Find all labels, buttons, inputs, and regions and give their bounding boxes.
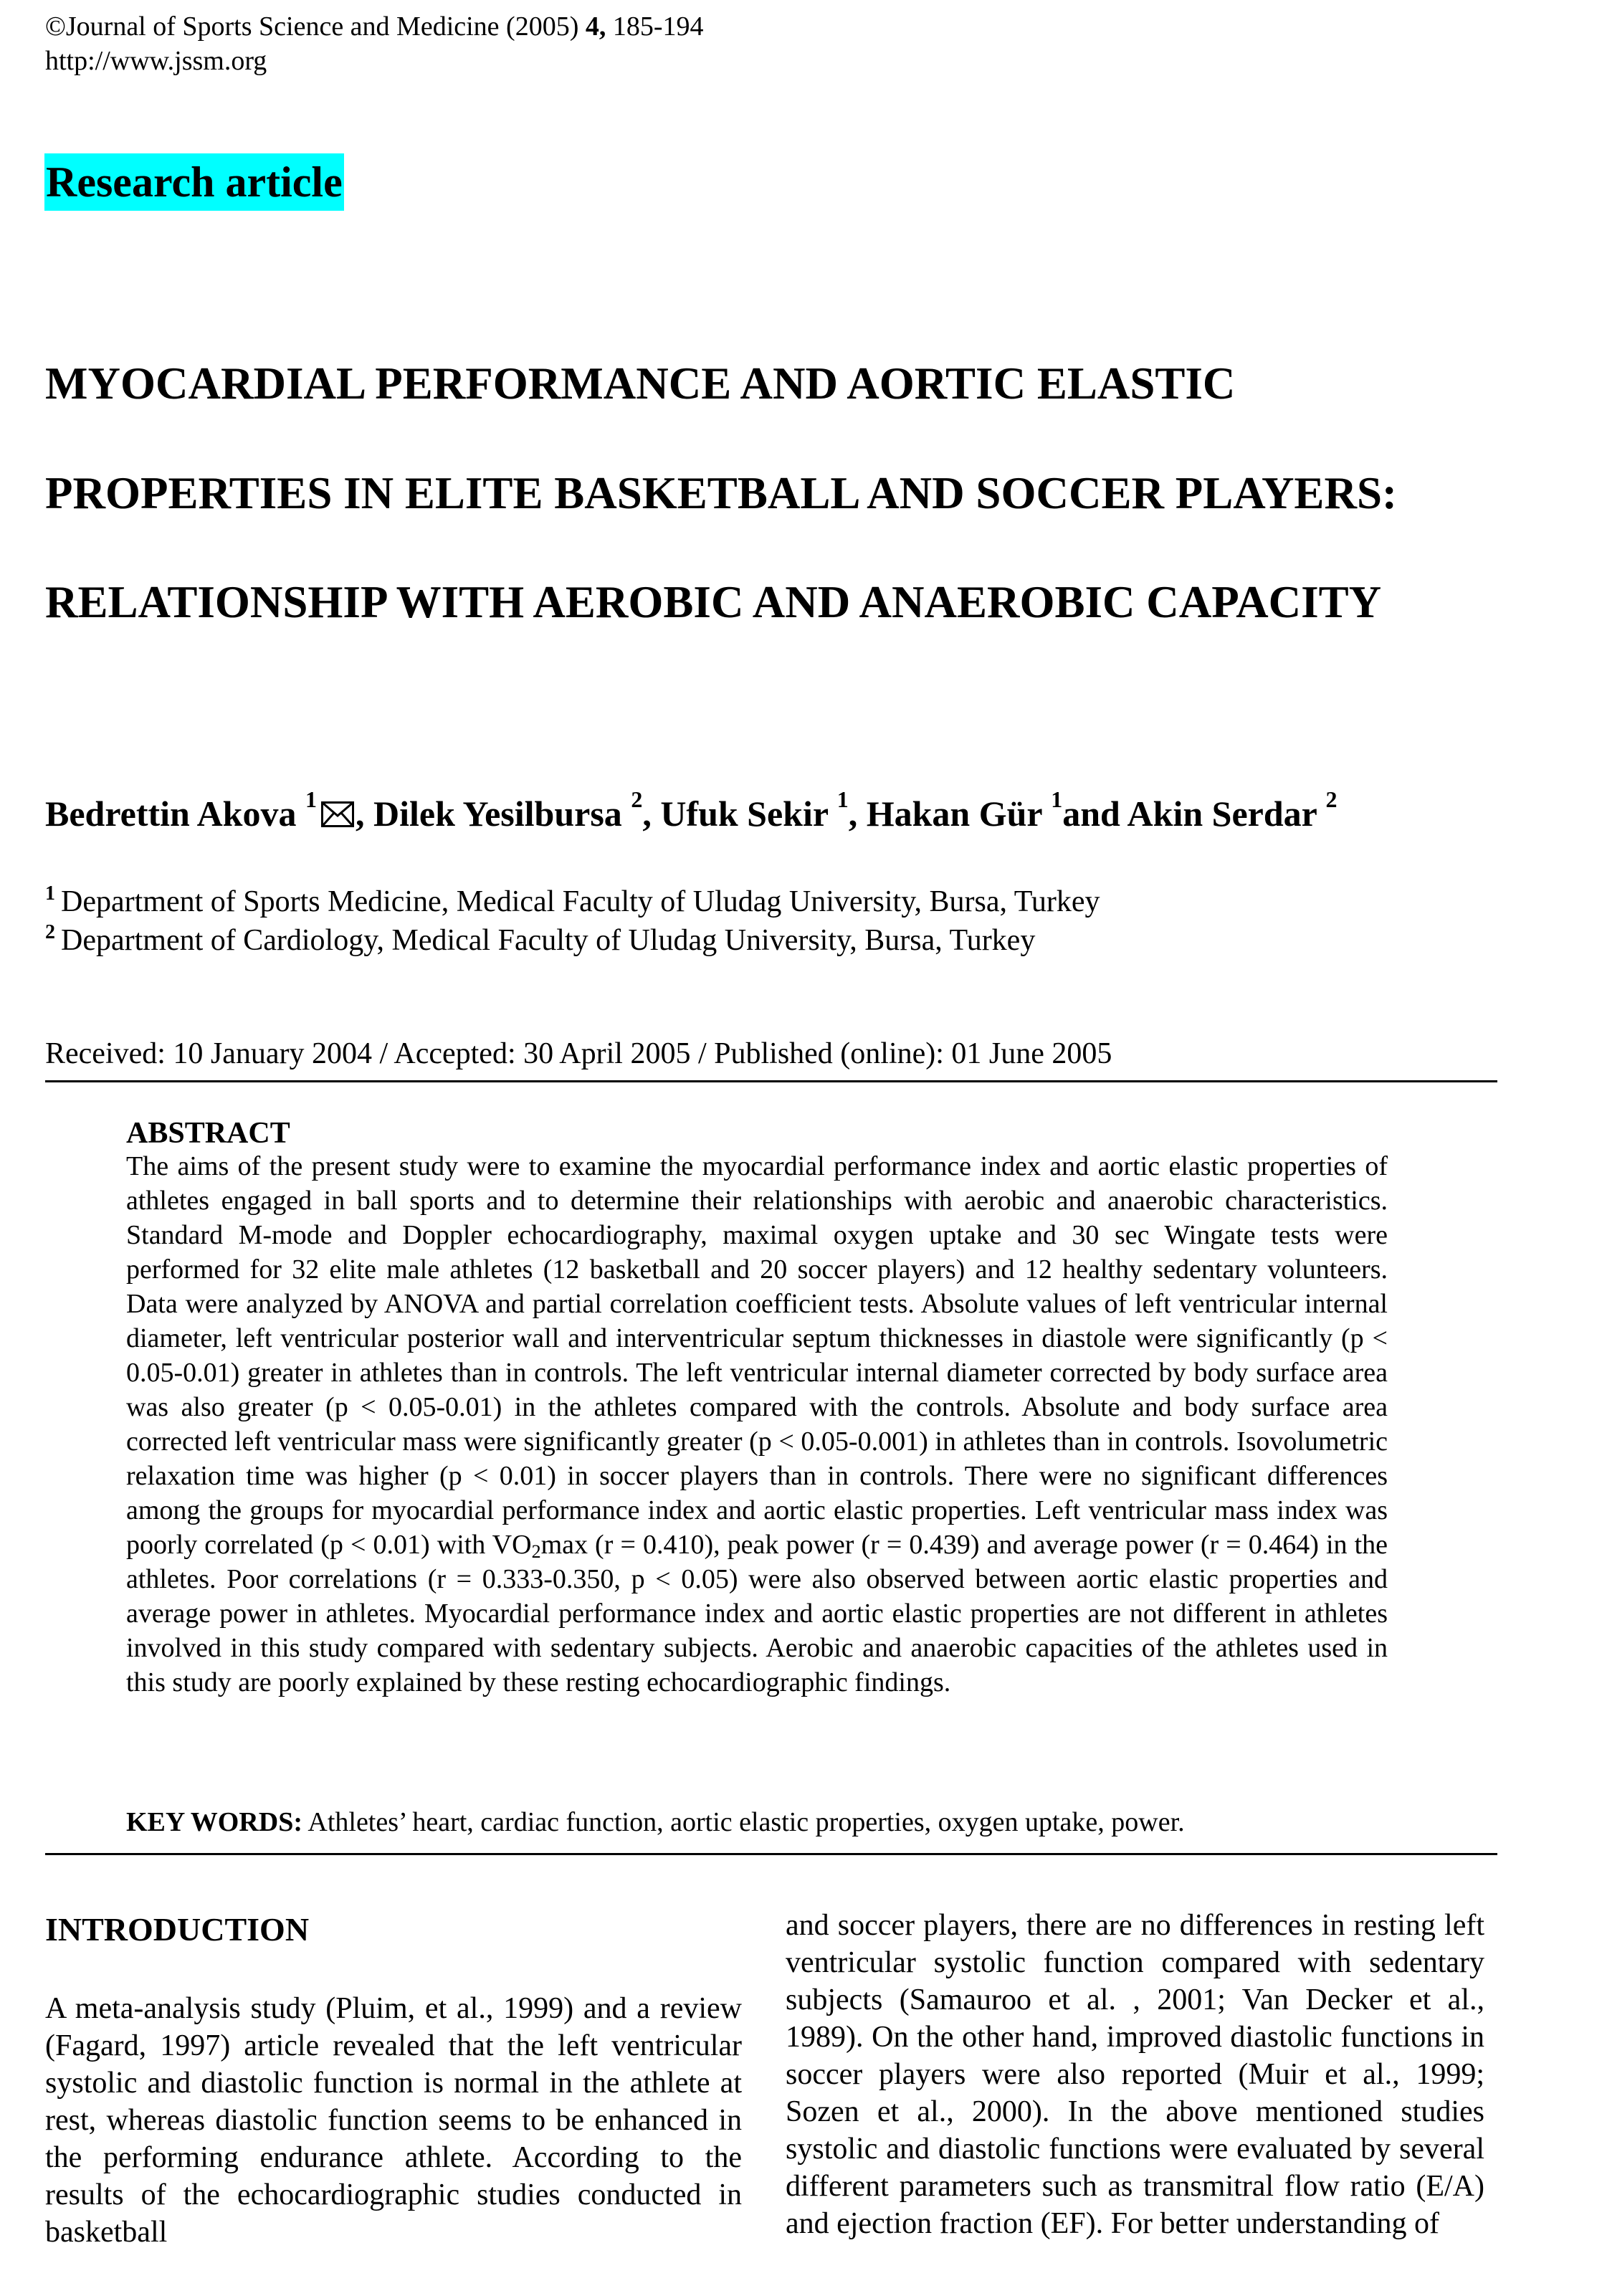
abstract-text-part-2: max (r = 0.410), peak power (r = 0.439) and average power (r = 0.464) in the athletes. Poor correlations (r = 0.333-0.350, p < 0.05) were also observed between aortic elastic properties and average power in athletes. Myocardial performance index and aortic elastic properties are not different in athletes involved in this study compared with sedentary subjects. Aerobic and anaerobic capacities of the athletes used in this study are poorly explained by these resting echocardiographic findings. (126, 1530, 1388, 1697)
introduction-heading: INTRODUCTION (45, 1911, 310, 1948)
journal-name: ©Journal of Sports Science and Medicine (2005) (45, 11, 586, 42)
keywords (126, 1805, 1185, 1839)
author-affiliation-mark: 2 (631, 786, 643, 812)
abstract-subscript: 2 (531, 1541, 541, 1562)
article-title-line-2: PROPERTIES IN ELITE BASKETBALL AND SOCCER PLAYERS: (45, 468, 1397, 518)
author-conjunction: and (1062, 794, 1127, 834)
author-name: Bedrettin Akova (45, 794, 297, 834)
author-name: Ufuk Sekir (660, 794, 829, 834)
keywords-text: Athletes’ heart, cardiac function, aortic elastic properties, oxygen uptake, power. (302, 1807, 1185, 1837)
journal-volume: 4, (585, 11, 606, 42)
divider-top (45, 1080, 1497, 1082)
author-separator: , (642, 794, 661, 834)
author-name: Akin Serdar (1127, 794, 1317, 834)
author-affiliation-mark: 2 (1325, 786, 1338, 812)
author-separator: , (356, 794, 373, 834)
affiliation-number: 1 (45, 882, 55, 905)
affiliation-text: Department of Cardiology, Medical Faculty of Uludag University, Bursa, Turkey (61, 924, 1036, 957)
introduction-left-column: A meta-analysis study (Pluim, et al., 1999) and a review (Fagard, 1997) article revealed that the left ventricular systolic and diastolic function is normal in the athlete at rest, whereas diastolic function seems to be enhanced in the performing endurance athlete. According to the results of the echocardiographic studies conducted in basketball (45, 1992, 742, 2249)
author-affiliation-mark: 1 (836, 786, 849, 812)
divider-bottom (45, 1853, 1497, 1855)
abstract-text-part-1: The aims of the present study were to examine the myocardial performance index and aortic elastic properties of athletes engaged in ball sports and to determine their relationships with aerobic and anaerobic characteristics. Standard M-mode and Doppler echocardiography, maximal oxygen uptake and 30 sec Wingate tests were performed for 32 elite male athletes (12 basketball and 20 soccer players) and 12 healthy sedentary volunteers. Data were analyzed by ANOVA and partial correlation coefficient tests. Absolute values of left ventricular internal diameter, left ventricular posterior wall and interventricular septum thicknesses in diastole were significantly (p < 0.05-0.01) greater in athletes than in controls. The left ventricular internal diameter corrected by body surface area was also greater (p < 0.05-0.01) in the athletes compared with the controls. Absolute and body surface area corrected left ventricular mass were significantly greater (p < 0.05-0.001) in athletes than in controls. Isovolumetric relaxation time was higher (p < 0.01) in soccer players than in controls. There were no significant differences among the groups for myocardial performance index and aortic elastic properties. Left ventricular mass index was poorly correlated (p < 0.01) with VO (126, 1151, 1388, 1560)
affiliation-2 (45, 922, 1035, 959)
affiliation-1 (45, 883, 1100, 920)
article-title-line-1: MYOCARDIAL PERFORMANCE AND AORTIC ELASTIC (45, 358, 1236, 409)
publication-dates: Received: 10 January 2004 / Accepted: 30 April 2005 / Published (online): 01 June 2005 (45, 1037, 1112, 1070)
affiliation-number: 2 (45, 921, 55, 943)
author-name: Hakan Gür (866, 794, 1042, 834)
abstract-text (126, 1149, 1388, 1700)
journal-url[interactable]: http://www.jssm.org (45, 46, 267, 76)
author-name: Dilek Yesilbursa (373, 794, 622, 834)
abstract-heading: ABSTRACT (126, 1117, 290, 1150)
affiliation-text: Department of Sports Medicine, Medical Faculty of Uludag University, Bursa, Turkey (61, 885, 1100, 918)
author-affiliation-mark: 1 (1051, 786, 1063, 812)
author-separator: , (848, 794, 867, 834)
journal-citation (45, 10, 704, 43)
journal-pages: 185-194 (606, 11, 704, 42)
article-title-line-3: RELATIONSHIP WITH AEROBIC AND ANAEROBIC CAPACITY (45, 577, 1382, 627)
author-list (45, 786, 1338, 839)
author-affiliation-mark: 1 (305, 786, 317, 812)
article-type-label: Research article (44, 153, 344, 211)
introduction-right-column: and soccer players, there are no differences in resting left ventricular systolic function compared with sedentary subjects (Samauroo et al. , 2001; Van Decker et al., 1989). On the other hand, improved diastolic functions in soccer players were also reported (Muir et al., 1999; Sozen et al., 2000). In the above mentioned studies systolic and diastolic functions were evaluated by several different parameters such as transmitral flow ratio (E/A) and ejection fraction (EF). For better understanding of (786, 1909, 1484, 2240)
keywords-label: KEY WORDS: (126, 1807, 302, 1837)
envelope-icon[interactable] (321, 801, 354, 827)
